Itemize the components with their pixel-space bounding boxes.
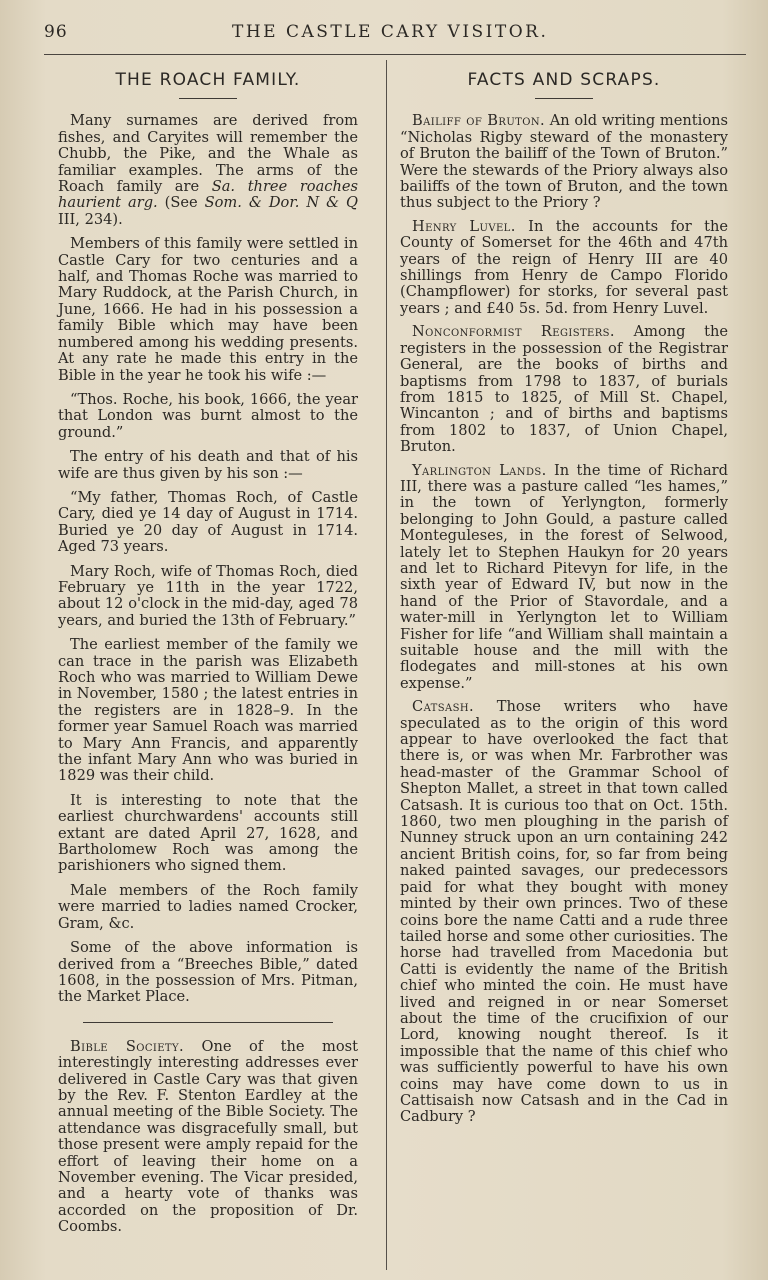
heading-rule xyxy=(179,98,237,99)
paragraph: Male members of the Roch family were married to ladies named Crocker, Gram, &c. xyxy=(58,881,358,932)
paragraph: The earliest member of the family we can trace in the parish was Elizabeth Roch who was married to William Dewe in November, 1580 ; the latest entries in the registers are in 1828–9. In the former year Samuel Roach was married to Mary Ann Francis, and apparently the infant Mary Ann who was buried in 1829 was their child. xyxy=(58,636,358,785)
bible-society-item xyxy=(58,1039,358,1236)
item-text: Those writers who have speculated as to the origin of this word appear to have overlooked the fact that there is, or was when Mr. Farbrother was head-master of the Grammar School of Shepton Mallet, a street in that town called Catsash. It is curious too that on Oct. 15th. 1860, two men ploughing in the parish of Nunney struck upon an urn containing 242 ancient British coins, for, so far from being naked painted savages, our predecessors paid for what they bought with money minted by their own princes. Two of these coins bore the name Catti and a rude three tailed horse and some other curiosities. The horse had travelled from Macedonia but Catti is evidently the name of the British chief who minted the coin. He must have lived and reigned in or near Somerset about the time of the crucifixion of our Lord, knowing nought thereof. Is it impossible that the name of this chief who was sufficiently powerful to have his own coins may have come down to us in Cattisaish now Catsash and in the Cad in Cadbury ? xyxy=(400,698,728,1126)
scrap-item xyxy=(400,219,728,317)
paragraph xyxy=(58,113,358,228)
left-column xyxy=(58,66,358,1244)
item-title: Bailiff of Bruton. xyxy=(412,112,546,130)
column-divider xyxy=(386,60,387,1270)
paragraph: Some of the above information is derived from a “Breeches Bible,” dated 1608, in the possession of Mrs. Pitman, the Market Place. xyxy=(58,939,358,1006)
item-text: In the accounts for the County of Somerset for the 46th and 47th years of the reign of Henry III are 40 shillings from Henry de Campo Florido (Champflower) for storks, for several past years ; and £40 5s. 5d. from Henry Luvel. xyxy=(400,217,728,317)
item-title: Catsash. xyxy=(412,698,474,716)
facts-and-scraps-heading: FACTS AND SCRAPS. xyxy=(467,70,661,90)
item-title: Bible Society. xyxy=(70,1037,185,1055)
scrap-item xyxy=(400,324,728,455)
item-text: Among the registers in the possession of the Registrar General, are the books of births and baptisms from 1798 to 1837, of burials from 1815 to 1825, of Mill St. Chapel, Wincanton ; and of births and baptisms from 1802 to 1837, of Union Chapel, Bruton. xyxy=(400,323,728,456)
heading-rule xyxy=(535,98,593,99)
item-text: An old writing mentions “Nicholas Rigby steward of the monastery of Bruton the bailiff of the Town of Bruton.” Were the stewards of the Priory always also bailiffs of the town of Bruton, and the town thus subject to the Priory ? xyxy=(400,112,729,212)
item-text: In the time of Richard III, there was a pasture called “les hames,” in the town of Yerlyngton, formerly belonging to John Gould, a pasture called Monteguleses, in the forest of Selwood, lately let to Stephen Haukyn for 20 years and let to Richard Pitevyn for life, in the sixth year of Edward IV, but now in the hand of the Prior of Stavordale, and a water-mill in Yerlyngton let to William Fisher for life “and William shall maintain a suitable house and the mill with the flodegates and mill-stones at his own expense.” xyxy=(400,461,728,692)
blazon: Sa. three roaches haurient arg. xyxy=(58,178,358,212)
quotation: Mary Roch, wife of Thomas Roch, died February ye 11th in the year 1722, about 12 o'clock in the mid-day, aged 78 years, and buried the 13th of February.” xyxy=(58,562,358,629)
page-number: 96 xyxy=(44,22,68,42)
roach-family-heading: THE ROACH FAMILY. xyxy=(115,70,301,90)
section-rule xyxy=(83,1022,333,1023)
paragraph: The entry of his death and that of his wife are thus given by his son :— xyxy=(58,448,358,482)
reference-title: Som. & Dor. N & Q xyxy=(204,194,359,212)
item-title: Yarlington Lands. xyxy=(412,461,547,479)
reference-close: III, 234). xyxy=(58,210,123,228)
item-title: Henry Luvel. xyxy=(412,217,516,235)
reference-open: (See xyxy=(157,194,205,212)
paragraph: Members of this family were settled in Castle Cary for two centuries and a half, and Thomas Roche was married to Mary Ruddock, at the Parish Church, in June, 1666. He had in his possession a family Bible which may have been numbered among his wedding presents. At any rate he made this entry in the Bible in the year he took his wife :— xyxy=(58,235,358,384)
quotation: “Thos. Roche, his book, 1666, the year that London was burnt almost to the ground.” xyxy=(58,390,358,441)
scrap-item xyxy=(400,699,728,1126)
right-column xyxy=(400,66,728,1133)
running-title: THE CASTLE CARY VISITOR. xyxy=(232,22,549,42)
paragraph-text: Many surnames are derived from fishes, and Caryites will remember the Chubb, the Pike, and the Whale as familiar examples. The arms of the Roach family are xyxy=(58,112,358,196)
quotation: “My father, Thomas Roch, of Castle Cary, died ye 14 day of August in 1714. Buried ye 20 day of August in 1714. Aged 73 years. xyxy=(58,488,358,556)
item-title: Nonconformist Registers. xyxy=(412,323,615,341)
header-rule xyxy=(44,54,746,55)
page-header xyxy=(0,22,768,52)
item-text: One of the most interestingly interesting addresses ever delivered in Castle Cary was that given by the Rev. F. Stenton Eardley at the annual meeting of the Bible Society. The attendance was disgracefully small, but those present were amply repaid for the effort of leaving their home on a November evening. The Vicar presided, and a hearty vote of thanks was accorded on the proposition of Dr. Coombs. xyxy=(58,1037,358,1236)
scrap-item xyxy=(400,113,728,211)
scrap-item xyxy=(400,463,728,693)
paragraph: It is interesting to note that the earliest churchwardens' accounts still extant are dated April 27, 1628, and Bartholomew Roch was among the parishioners who signed them. xyxy=(58,791,358,875)
